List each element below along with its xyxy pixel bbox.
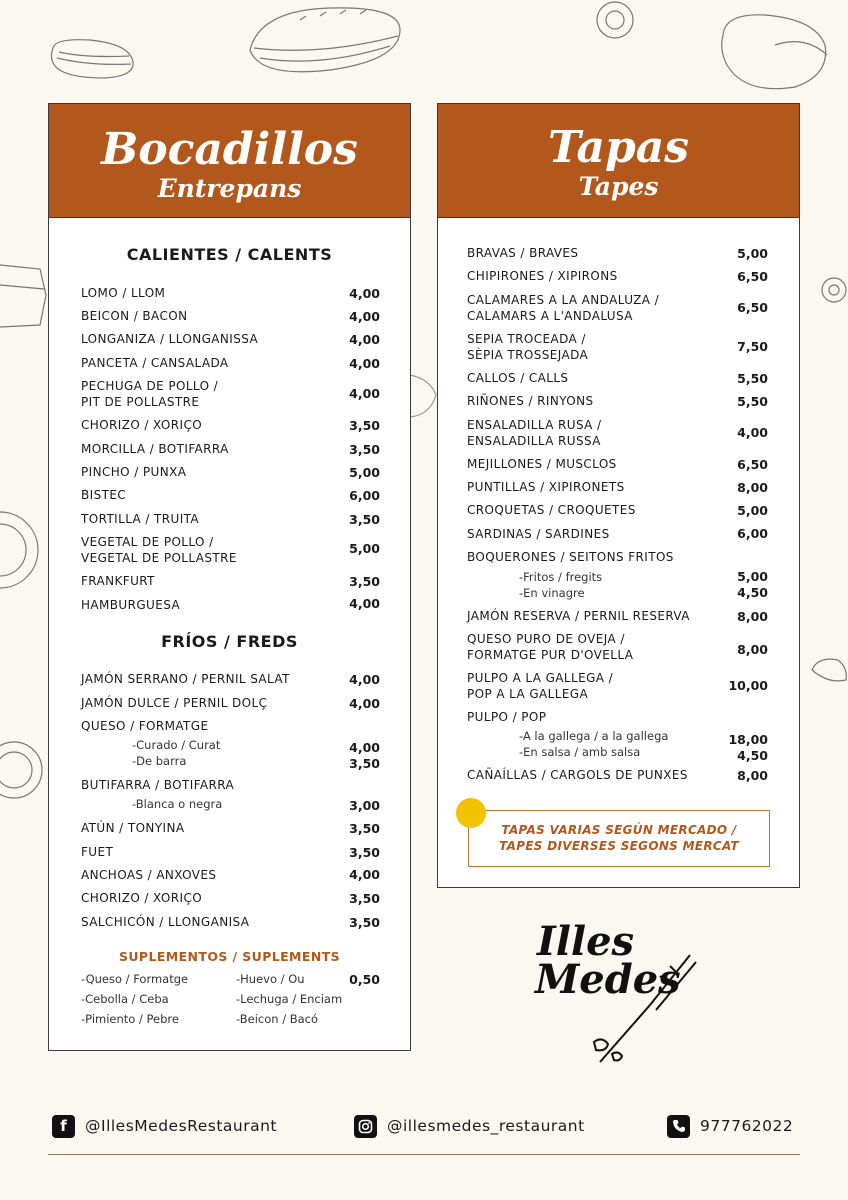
menu-price: 4,00: [349, 740, 380, 755]
menu-item-line2: CALAMARS A L'ANDALUSA: [467, 309, 633, 323]
instagram-icon: [354, 1115, 377, 1138]
menu-item-line2: PIT DE POLLASTRE: [81, 395, 200, 409]
bocadillos-card: [48, 103, 411, 1051]
menu-price: 4,00: [349, 356, 380, 371]
toast-sketch-icon: [0, 255, 50, 335]
menu-price: 8,00: [737, 642, 768, 657]
menu-item: MORCILLA / BOTIFARRA: [81, 442, 229, 456]
menu-price: 5,00: [737, 246, 768, 261]
menu-price: 4,00: [349, 309, 380, 324]
menu-item: CAÑAÍLLAS / CARGOLS DE PUNXES: [467, 768, 688, 782]
menu-item: SALCHICÓN / LLONGANISA: [81, 915, 250, 929]
menu-item-line2: ENSALADILLA RUSSA: [467, 434, 601, 448]
menu-item: HAMBURGUESA: [81, 598, 181, 612]
bocadillos-subtitle: Entrepans: [157, 174, 302, 203]
market-tapas-notice: [468, 810, 770, 867]
fork-icon: [590, 950, 705, 1070]
menu-item: FUET: [81, 845, 114, 859]
sandwich-sketch-icon: [45, 30, 140, 90]
meat-sketch-icon: [808, 650, 848, 690]
menu-price: 5,00: [737, 569, 768, 584]
menu-price: 3,50: [349, 574, 380, 589]
tapas-subtitle: Tapes: [578, 172, 659, 201]
menu-item: CHORIZO / XORIÇO: [81, 418, 203, 432]
menu-price: 4,00: [349, 386, 380, 401]
menu-subitem: -Blanca o negra: [132, 797, 223, 811]
menu-price: 3,50: [349, 756, 380, 771]
menu-price: 7,50: [737, 339, 768, 354]
phone-icon: [667, 1115, 690, 1138]
menu-item: CHORIZO / XORIÇO: [81, 891, 203, 905]
bocadillos-header: [49, 104, 410, 218]
menu-price: 6,00: [349, 488, 380, 503]
menu-price: 4,50: [737, 585, 768, 600]
menu-price: 4,50: [737, 748, 768, 763]
menu-item: PULPO A LA GALLEGA /: [467, 671, 614, 685]
menu-item: ENSALADILLA RUSA /: [467, 418, 602, 432]
menu-price: 3,50: [349, 512, 380, 527]
menu-price: 18,00: [728, 732, 768, 747]
tapas-title: Tapas: [547, 122, 690, 173]
tapas-header: [438, 104, 799, 218]
menu-subitem: -Fritos / fregits: [519, 570, 603, 584]
suplemento-item: -Pimiento / Pebre: [81, 1012, 179, 1026]
menu-item: BISTEC: [81, 488, 127, 502]
menu-price: 5,50: [737, 394, 768, 409]
menu-subitem: -De barra: [132, 754, 187, 768]
suplemento-item: -Beicon / Bacó: [236, 1012, 319, 1026]
menu-price: 3,00: [349, 798, 380, 813]
menu-price: 5,00: [349, 465, 380, 480]
menu-price: 8,00: [737, 768, 768, 783]
instagram-handle: @illesmedes_restaurant: [387, 1117, 585, 1135]
menu-price: 5,00: [737, 503, 768, 518]
menu-item: BOQUERONES / SEITONS FRITOS: [467, 550, 674, 564]
bread-sketch-icon: [715, 5, 835, 100]
illes-medes-logo: [535, 920, 705, 1070]
menu-price: 5,00: [349, 541, 380, 556]
suplementos-title: SUPLEMENTOS / SUPLEMENTS: [118, 949, 341, 964]
menu-price: 4,00: [349, 596, 380, 611]
facebook-icon: f: [52, 1115, 75, 1138]
menu-item: RIÑONES / RINYONS: [467, 394, 594, 408]
menu-item: JAMÓN RESERVA / PERNIL RESERVA: [467, 609, 690, 623]
menu-item: MEJILLONES / MUSCLOS: [467, 457, 617, 471]
menu-item: ANCHOAS / ANXOVES: [81, 868, 217, 882]
menu-item-line2: SÈPIA TROSSEJADA: [467, 348, 589, 362]
menu-item: TORTILLA / TRUITA: [81, 512, 200, 526]
menu-item: FRANKFURT: [81, 574, 155, 588]
menu-item: PINCHO / PUNXA: [81, 465, 187, 479]
menu-item: BEICON / BACON: [81, 309, 188, 323]
menu-subitem: -Curado / Curat: [132, 738, 221, 752]
menu-subitem: -A la gallega / a la gallega: [519, 729, 669, 743]
menu-item: CALAMARES A LA ANDALUZA /: [467, 293, 660, 307]
menu-price: 3,50: [349, 418, 380, 433]
menu-price: 10,00: [728, 678, 768, 693]
menu-subitem: -En salsa / amb salsa: [519, 745, 641, 759]
menu-item: SARDINAS / SARDINES: [467, 527, 610, 541]
suplemento-price: 0,50: [349, 972, 380, 987]
menu-item: CALLOS / CALLS: [467, 371, 569, 385]
suplemento-item: -Cebolla / Ceba: [81, 992, 169, 1006]
menu-price: 3,50: [349, 821, 380, 836]
menu-item: VEGETAL DE POLLO /: [81, 535, 214, 549]
menu-price: 6,50: [737, 457, 768, 472]
menu-item: ATÚN / TONYINA: [81, 821, 185, 835]
footer-divider: [48, 1154, 800, 1155]
menu-item: CROQUETAS / CROQUETES: [467, 503, 636, 517]
suplemento-item: -Queso / Formatge: [81, 972, 189, 986]
menu-item: SEPIA TROCEADA /: [467, 332, 586, 346]
yellow-dot-icon: [456, 798, 486, 828]
menu-item-line2: VEGETAL DE POLLASTRE: [81, 551, 237, 565]
plate-sketch-icon: [0, 490, 45, 610]
menu-item-line2: POP A LA GALLEGA: [467, 687, 589, 701]
menu-price: 4,00: [349, 867, 380, 882]
frios-title: FRÍOS / FREDS: [161, 632, 298, 651]
menu-item: JAMÓN SERRANO / PERNIL SALAT: [81, 672, 290, 686]
menu-price: 8,00: [737, 609, 768, 624]
menu-price: 3,50: [349, 915, 380, 930]
bocadillos-title: Bocadillos: [101, 124, 358, 175]
menu-price: 6,50: [737, 300, 768, 315]
menu-item-line2: FORMATGE PUR D'OVELLA: [467, 648, 634, 662]
menu-item: LONGANIZA / LLONGANISSA: [81, 332, 259, 346]
menu-price: 8,00: [737, 480, 768, 495]
menu-price: 3,50: [349, 891, 380, 906]
phone-number: 977762022: [700, 1117, 794, 1135]
menu-price: 3,50: [349, 845, 380, 860]
menu-price: 5,50: [737, 371, 768, 386]
bun-sketch-icon: [410, 365, 438, 425]
suplemento-item: -Lechuga / Enciam: [236, 992, 343, 1006]
baguette-sketch-icon: [240, 0, 410, 90]
facebook-link[interactable]: [52, 1113, 277, 1139]
menu-item: CHIPIRONES / XIPIRONS: [467, 269, 618, 283]
menu-price: 6,50: [737, 269, 768, 284]
menu-price: 4,00: [349, 286, 380, 301]
menu-item: PULPO / POP: [467, 710, 547, 724]
logo-line1: Illes: [537, 918, 635, 965]
facebook-handle: @IllesMedesRestaurant: [85, 1117, 278, 1135]
logo-line2: Medes: [535, 956, 681, 1003]
menu-price: 6,00: [737, 526, 768, 541]
menu-price: 4,00: [349, 696, 380, 711]
instagram-link[interactable]: [354, 1113, 585, 1139]
menu-price: 4,00: [349, 672, 380, 687]
menu-item: BRAVAS / BRAVES: [467, 246, 579, 260]
menu-price: 3,50: [349, 442, 380, 457]
suplemento-item: -Huevo / Ou: [236, 972, 305, 986]
tapas-card: [437, 103, 800, 888]
menu-item: QUESO / FORMATGE: [81, 719, 209, 733]
menu-item: QUESO PURO DE OVEJA /: [467, 632, 625, 646]
menu-item: JAMÓN DULCE / PERNIL DOLÇ: [81, 696, 268, 710]
menu-item: BUTIFARRA / BOTIFARRA: [81, 778, 235, 792]
lemon-sketch-icon: [0, 730, 45, 810]
menu-item: PANCETA / CANSALADA: [81, 356, 229, 370]
menu-price: 4,00: [737, 425, 768, 440]
menu-item: LOMO / LLOM: [81, 286, 166, 300]
menu-item: PUNTILLAS / XIPIRONETS: [467, 480, 625, 494]
pepper-sketch-icon: [585, 0, 645, 48]
menu-price: 4,00: [349, 332, 380, 347]
notice-line2: TAPES DIVERSES SEGONS MERCAT: [499, 839, 739, 853]
menu-subitem: -En vinagre: [519, 586, 585, 600]
tomato-sketch-icon: [818, 270, 848, 310]
phone-link[interactable]: [667, 1113, 793, 1139]
menu-item: PECHUGA DE POLLO /: [81, 379, 219, 393]
calientes-title: CALIENTES / CALENTS: [126, 245, 333, 264]
notice-line1: TAPAS VARIAS SEGÚN MERCADO /: [501, 823, 737, 837]
